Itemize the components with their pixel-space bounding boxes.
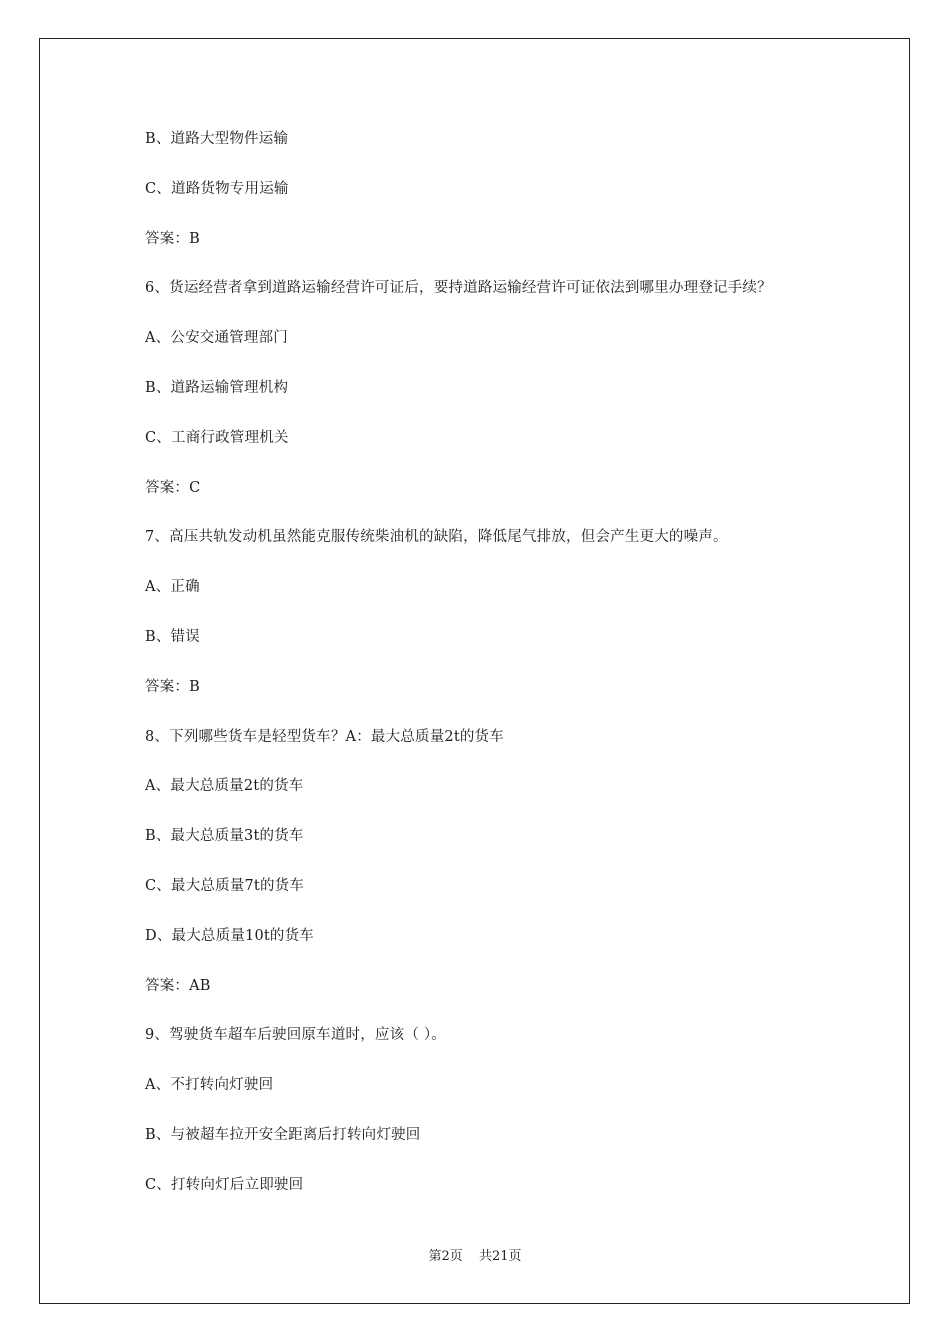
option-d: D、最大总质量10t的货车 xyxy=(145,927,315,944)
option-b: B、错误 xyxy=(145,628,200,645)
question-9: 9、驾驶货车超车后驶回原车道时，应该（ ）。 xyxy=(145,1027,446,1044)
answer: 答案：AB xyxy=(145,977,211,994)
option-c: C、工商行政管理机关 xyxy=(145,429,289,446)
option-a: A、最大总质量2t的货车 xyxy=(145,778,304,795)
question-7: 7、高压共轨发动机虽然能克服传统柴油机的缺陷，降低尾气排放，但会产生更大的噪声。 xyxy=(145,529,728,546)
page-footer xyxy=(0,1248,950,1266)
page-number: 第2页 xyxy=(428,1249,463,1264)
option-c: C、打转向灯后立即驶回 xyxy=(145,1176,304,1193)
answer: 答案：B xyxy=(145,230,200,247)
option-b: B、与被超车拉开安全距离后打转向灯驶回 xyxy=(145,1126,421,1143)
answer: 答案：C xyxy=(145,479,201,496)
option-b: B、道路运输管理机构 xyxy=(145,379,289,396)
document-body xyxy=(145,128,845,1224)
option-b: B、道路大型物件运输 xyxy=(145,131,289,147)
option-a: A、公安交通管理部门 xyxy=(145,330,288,347)
answer: 答案：B xyxy=(145,678,200,695)
option-b: B、最大总质量3t的货车 xyxy=(145,828,304,845)
page-total: 共21页 xyxy=(478,1249,522,1264)
question-8: 8、下列哪些货车是轻型货车？A：最大总质量2t的货车 xyxy=(145,728,504,745)
option-a: A、不打转向灯驶回 xyxy=(145,1077,274,1094)
option-a: A、正确 xyxy=(145,579,200,596)
option-c: C、最大总质量7t的货车 xyxy=(145,877,305,894)
question-6: 6、货运经营者拿到道路运输经营许可证后，要持道路运输经营许可证依法到哪里办理登记手续？ xyxy=(145,280,772,297)
option-c: C、道路货物专用运输 xyxy=(145,180,289,197)
